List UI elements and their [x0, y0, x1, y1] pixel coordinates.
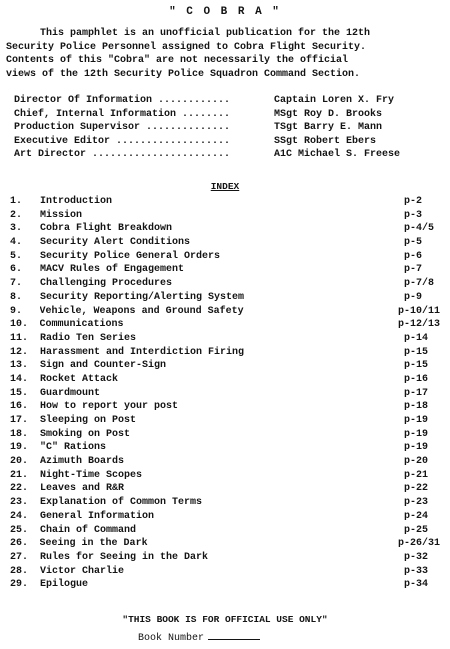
toc-entry [10, 373, 440, 387]
toc-entry [10, 482, 440, 496]
staff-role: Director Of Information ............ [14, 95, 231, 106]
toc-entry-number: 13. [10, 360, 29, 372]
toc-entry-page: p-10/11 [397, 305, 440, 317]
toc-entry-title: Sign and Counter-Sign [40, 360, 167, 372]
toc-entry [10, 250, 440, 264]
toc-entry-title: Cobra Flight Breakdown [40, 223, 173, 235]
toc-entry-number: 25. [10, 524, 29, 536]
toc-entry-page: p-23 [404, 497, 429, 509]
toc-entry [10, 346, 440, 360]
toc-entry-number: 15. [10, 387, 29, 399]
intro-line: views of the 12th Security Police Squadron Command Section. [6, 68, 361, 80]
toc-entry-title: Rules for Seeing in the Dark [40, 551, 209, 563]
toc-entry [10, 387, 440, 401]
toc-entry-page: p-6 [404, 250, 423, 262]
toc-entry-number: 10. [10, 319, 29, 331]
toc-entry-number: 29. [10, 579, 29, 591]
toc-entry [10, 565, 440, 579]
toc-entry-number: 2. [10, 209, 23, 221]
toc-entry-number: 16. [10, 401, 29, 413]
toc-entry [10, 291, 440, 305]
toc-entry-page: p-14 [404, 332, 429, 344]
toc-entry-number: 22. [10, 483, 29, 495]
toc-entry [10, 496, 440, 510]
toc-entry [10, 578, 440, 592]
toc-entry-page: p-15 [404, 346, 429, 358]
intro-line: This pamphlet is an unofficial publication for the 12th [40, 28, 371, 39]
toc-entry-number: 20. [10, 456, 29, 468]
toc-entry-title: General Information [40, 510, 155, 522]
toc-entry-page: p-26/31 [397, 538, 440, 550]
toc-entry-title: Night-Time Scopes [40, 469, 143, 481]
staff-row [14, 94, 434, 108]
book-number-line [138, 630, 260, 644]
toc-entry [10, 524, 440, 538]
toc-entry [10, 209, 440, 223]
staff-role: Production Supervisor .............. [14, 122, 231, 133]
toc-entry [10, 400, 440, 414]
toc-entry [10, 510, 440, 524]
index-heading: INDEX [210, 181, 240, 192]
toc-entry-title: Mission [40, 209, 83, 221]
toc-entry-page: p-3 [404, 209, 423, 221]
intro-line: Security Police Personnel assigned to Cobra Flight Security. [6, 41, 367, 53]
toc-entry-page: p-15 [404, 360, 429, 372]
staff-role: Executive Editor ................... [14, 135, 231, 147]
toc-entry-page: p-19 [404, 428, 429, 440]
staff-name: TSgt Barry E. Mann [274, 122, 383, 133]
book-number-blank [208, 630, 260, 640]
toc-entry [10, 277, 440, 291]
toc-entry-title: Smoking on Post [40, 428, 131, 440]
toc-entry-number: 3. [10, 223, 23, 235]
toc-entry-title: Victor Charlie [40, 565, 125, 577]
staff-row [14, 148, 434, 162]
toc-entry-title: Security Police General Orders [40, 250, 221, 262]
toc-entry [10, 359, 440, 373]
staff-name: MSgt Roy D. Brooks [274, 108, 383, 120]
toc-entry [10, 236, 440, 250]
toc-entry-page: p-19 [404, 442, 429, 454]
toc-entry-number: 4. [10, 237, 23, 249]
toc-entry [10, 455, 440, 469]
staff-list [14, 94, 434, 162]
toc-entry-page: p-4/5 [404, 223, 435, 235]
book-number-label: Book Number [138, 633, 205, 644]
toc-entry-title: How to report your post [40, 401, 179, 413]
toc-entry-number: 24. [10, 510, 29, 522]
toc-entry-number: 19. [10, 442, 29, 454]
toc-entry-page: p-9 [404, 291, 423, 303]
toc-entry-title: Epilogue [40, 579, 89, 591]
toc-entry-number: 11. [10, 332, 29, 344]
toc-entry-page: p-16 [404, 373, 429, 385]
toc-entry-title: Rocket Attack [40, 373, 119, 385]
toc-entry-title: MACV Rules of Engagement [40, 264, 185, 276]
staff-row [14, 121, 434, 135]
staff-name: SSgt Robert Ebers [274, 135, 377, 147]
toc-entry-number: 8. [10, 291, 23, 303]
toc-entry-page: p-19 [404, 415, 429, 426]
toc-entry-number: 17. [10, 415, 29, 426]
staff-row [14, 108, 434, 122]
toc-entry-page: p-22 [404, 483, 429, 495]
toc-entry-number: 5. [10, 250, 23, 262]
toc-entry-number: 26. [10, 538, 29, 550]
toc-entry-page: p-24 [404, 510, 429, 522]
toc-entry-page: p-17 [404, 387, 429, 399]
intro-paragraph [6, 27, 446, 81]
toc-entry-title: Vehicle, Weapons and Ground Safety [39, 305, 244, 317]
toc-entry-title: Sleeping on Post [40, 415, 137, 426]
toc-entry-page: p-5 [404, 237, 423, 249]
toc-entry-title: Introduction [40, 196, 113, 207]
toc-entry [10, 263, 440, 277]
toc-entry-title: Challenging Procedures [40, 278, 173, 290]
toc-entry-title: Chain of Command [40, 524, 137, 536]
toc-entry-page: p-7/8 [404, 278, 435, 290]
table-of-contents [10, 195, 440, 592]
toc-entry-title: Security Reporting/Alerting System [40, 291, 245, 303]
toc-entry-title: Seeing in the Dark [39, 538, 148, 550]
toc-entry-number: 14. [10, 373, 29, 385]
staff-row [14, 135, 434, 149]
staff-name: A1C Michael S. Freese [274, 149, 401, 160]
toc-entry-title: Leaves and R&R [40, 483, 125, 495]
toc-entry-page: p-20 [404, 456, 429, 468]
toc-entry-page: p-34 [404, 579, 429, 591]
toc-entry [10, 318, 440, 332]
staff-role: Chief, Internal Information ........ [14, 108, 231, 120]
staff-name: Captain Loren X. Fry [274, 95, 395, 106]
toc-entry-page: p-32 [404, 551, 429, 563]
toc-entry [10, 469, 440, 483]
toc-entry-number: 18. [10, 428, 29, 440]
official-use-notice: "THIS BOOK IS FOR OFFICIAL USE ONLY" [122, 614, 328, 625]
toc-entry-number: 27. [10, 551, 29, 563]
toc-entry-page: p-2 [404, 196, 423, 207]
toc-entry-number: 28. [10, 565, 29, 577]
toc-entry-number: 1. [10, 196, 23, 207]
toc-entry [10, 414, 440, 428]
toc-entry-title: Security Alert Conditions [40, 237, 191, 249]
toc-entry-title: "C" Rations [40, 442, 107, 454]
toc-entry-page: p-33 [404, 565, 429, 577]
toc-entry-number: 21. [10, 469, 29, 481]
toc-entry [10, 551, 440, 565]
toc-entry-number: 23. [10, 497, 29, 509]
toc-entry-page: p-7 [404, 264, 423, 276]
toc-entry-title: Radio Ten Series [40, 332, 137, 344]
toc-entry [10, 428, 440, 442]
toc-entry [10, 537, 440, 551]
toc-entry-page: p-18 [404, 401, 429, 413]
toc-entry-page: p-21 [404, 469, 429, 481]
toc-entry [10, 332, 440, 346]
document-title: " C O B R A " [169, 6, 281, 18]
toc-entry-number: 9. [10, 305, 23, 317]
toc-entry-title: Communications [39, 319, 124, 331]
intro-line: Contents of this "Cobra" are not necessarily the official [6, 55, 349, 66]
toc-entry [10, 222, 440, 236]
toc-entry-page: p-12/13 [397, 319, 440, 331]
staff-role: Art Director ....................... [14, 149, 231, 160]
toc-entry [10, 195, 440, 209]
toc-entry-title: Guardmount [40, 387, 101, 399]
toc-entry [10, 305, 440, 319]
toc-entry-title: Explanation of Common Terms [40, 497, 203, 509]
toc-entry-number: 7. [10, 278, 23, 290]
toc-entry [10, 441, 440, 455]
toc-entry-number: 12. [10, 346, 29, 358]
toc-entry-title: Azimuth Boards [40, 456, 125, 468]
toc-entry-number: 6. [10, 264, 23, 276]
toc-entry-title: Harassment and Interdiction Firing [40, 346, 245, 358]
toc-entry-page: p-25 [404, 524, 429, 536]
